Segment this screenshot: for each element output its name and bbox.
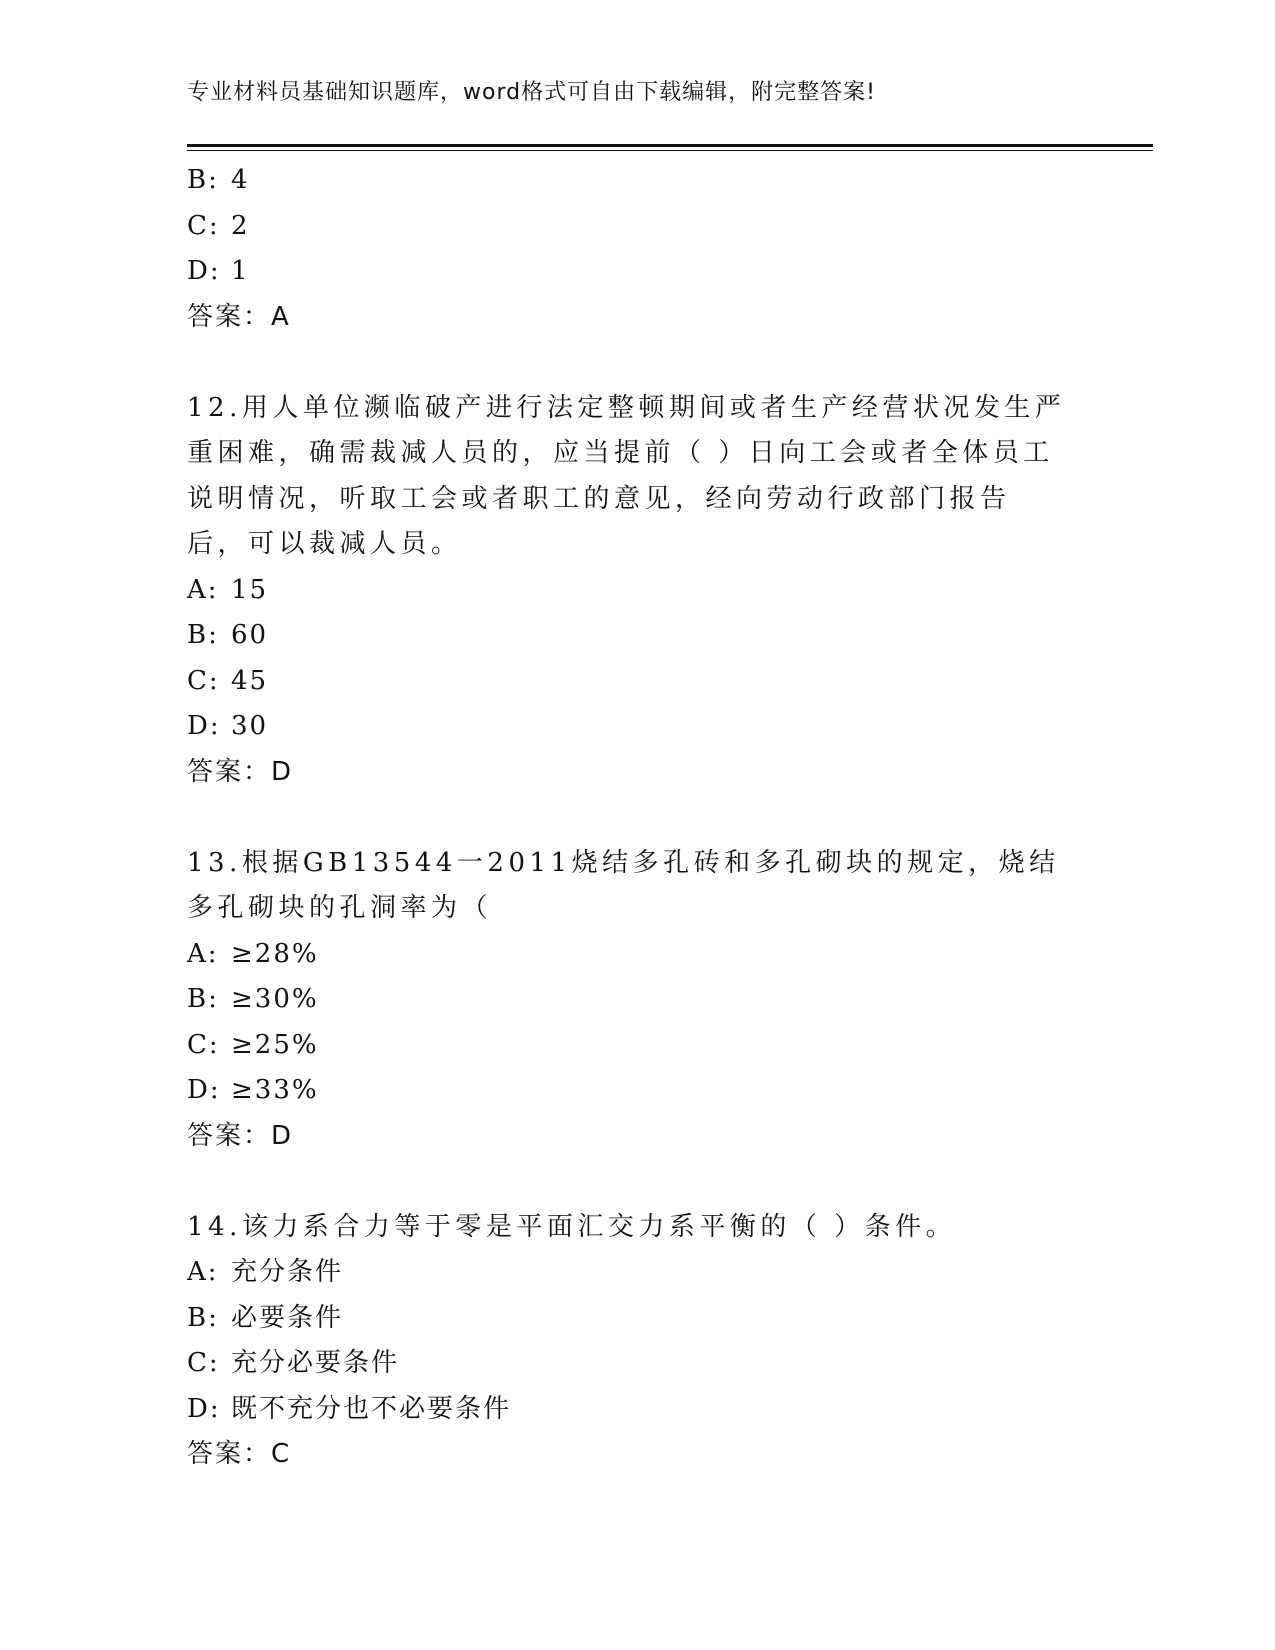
option-text: 1 xyxy=(231,256,250,286)
option-letter: C: xyxy=(187,665,220,696)
option-letter: B: xyxy=(187,165,219,195)
header-rule-thin xyxy=(187,150,1153,151)
option-text: ≥33% xyxy=(231,1075,319,1105)
option-letter: D: xyxy=(187,711,221,741)
question-list xyxy=(187,158,1087,1478)
option-letter: B: xyxy=(187,984,219,1014)
option-text: 充分条件 xyxy=(231,1257,344,1287)
option xyxy=(187,1341,1087,1387)
option-letter: B: xyxy=(187,1302,219,1333)
answer-line: 答案：A xyxy=(187,301,291,332)
option-letter: C: xyxy=(187,1348,220,1378)
prev-question-options xyxy=(187,158,1087,295)
option xyxy=(187,704,1087,750)
option xyxy=(187,1296,1087,1342)
option-letter: D: xyxy=(187,1075,221,1105)
question-13 xyxy=(187,841,1087,1160)
option-text: 充分必要条件 xyxy=(231,1348,400,1378)
option-text: ≥28% xyxy=(231,938,319,969)
option-letter: B: xyxy=(187,620,219,650)
page-header: 专业材料员基础知识题库，word格式可自由下载编辑，附完整答案! xyxy=(187,80,876,105)
header-rule xyxy=(187,144,1153,147)
option-text: 2 xyxy=(231,210,250,241)
option-letter: A: xyxy=(187,574,219,605)
option-letter: C: xyxy=(187,1029,220,1060)
question-stem: 12.用人单位濒临破产进行法定整顿期间或者生产经营状况发生严重困难，确需裁减人员的，应当提前（ ）日向工会或者全体员工说明情况，听取工会或者职工的意见，经向劳动行政部门报告后，可以裁减人员。 xyxy=(187,392,1066,559)
question-12 xyxy=(187,386,1087,796)
option-text: 既不充分也不必要条件 xyxy=(231,1393,512,1424)
option-letter: A: xyxy=(187,938,219,969)
option-text: 45 xyxy=(231,665,269,696)
option-text: 4 xyxy=(231,165,250,195)
option-text: 15 xyxy=(231,574,269,605)
option-text: 30 xyxy=(231,711,269,741)
option xyxy=(187,204,1087,250)
option xyxy=(187,1068,1087,1114)
option xyxy=(187,613,1087,659)
option xyxy=(187,1023,1087,1069)
question-stem: 13.根据GB13544一2011烧结多孔砖和多孔砌块的规定，烧结多孔砌块的孔洞率为（ xyxy=(187,847,1060,923)
option-text: ≥25% xyxy=(231,1029,319,1060)
option xyxy=(187,977,1087,1023)
option-letter: D: xyxy=(187,256,221,286)
option xyxy=(187,568,1087,614)
answer-line: 答案：C xyxy=(187,1439,292,1469)
option-letter: A: xyxy=(187,1257,219,1287)
option xyxy=(187,1250,1087,1296)
question-14 xyxy=(187,1205,1087,1478)
answer-line: 答案：D xyxy=(187,1120,294,1151)
question-stem: 14.该力系合力等于零是平面汇交力系平衡的（ ）条件。 xyxy=(187,1211,957,1242)
option-text: 必要条件 xyxy=(231,1302,344,1333)
answer-line: 答案：D xyxy=(187,756,294,787)
option xyxy=(187,1387,1087,1433)
option xyxy=(187,932,1087,978)
option-text: ≥30% xyxy=(231,984,319,1014)
option xyxy=(187,249,1087,295)
option xyxy=(187,659,1087,705)
option-letter: D: xyxy=(187,1393,221,1424)
option xyxy=(187,158,1087,204)
option-letter: C: xyxy=(187,210,220,241)
option-text: 60 xyxy=(231,620,269,650)
